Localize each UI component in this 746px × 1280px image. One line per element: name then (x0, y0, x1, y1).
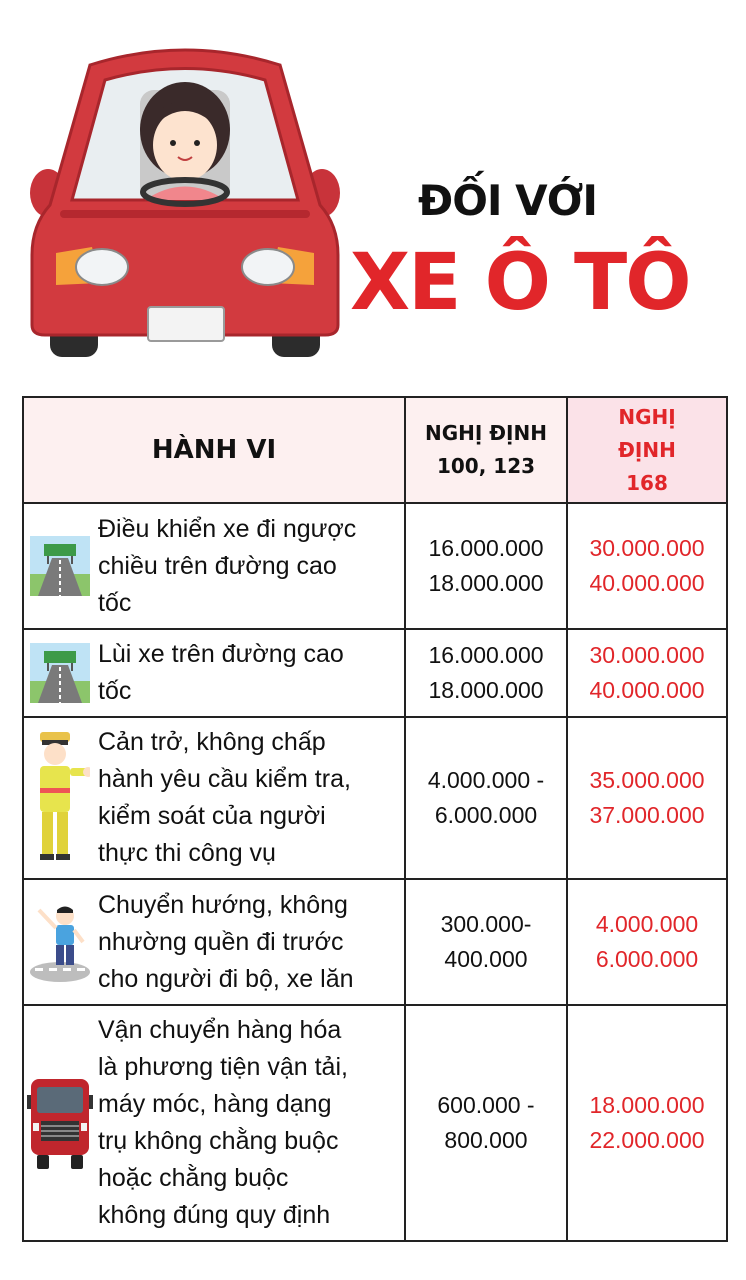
old-fine-line: 16.000.000 (428, 642, 544, 668)
new-fine-line: 40.000.000 (589, 570, 705, 596)
header-new-line2: ĐỊNH (618, 437, 676, 462)
behavior-line: nhường quền đi trước (98, 927, 344, 956)
old-fine-line: 6.000.000 (434, 802, 538, 828)
new-fine-line: 18.000.000 (589, 1092, 705, 1118)
car-illustration (20, 35, 350, 365)
behavior-line: tốc (98, 677, 132, 705)
behavior-cell (23, 1005, 405, 1241)
header-old-decree (405, 397, 567, 503)
new-fine-cell (567, 503, 727, 629)
new-fine-line: 30.000.000 (589, 642, 705, 668)
title-line-2: XE Ô TÔ (350, 238, 690, 328)
behavior-line: hành yêu cầu kiểm tra, (98, 765, 351, 793)
table-row (23, 1005, 727, 1241)
old-fine-line: 800.000 (444, 1127, 528, 1153)
behavior-line: Lùi xe trên đường cao (98, 640, 344, 668)
truck-icon (24, 1075, 96, 1171)
behavior-line: thực thi công vụ (98, 839, 276, 867)
table-row (23, 717, 727, 879)
highway-icon (24, 536, 96, 596)
table-row (23, 629, 727, 717)
behavior-line: Chuyển hướng, không (98, 890, 348, 919)
old-fine-line: 300.000- (440, 911, 532, 937)
behavior-line: tốc (98, 588, 132, 617)
old-fine-cell (405, 503, 567, 629)
behavior-line: máy móc, hàng dạng (98, 1090, 332, 1118)
behavior-line: chiều trên đường cao (98, 551, 337, 580)
old-fine-line: 18.000.000 (428, 570, 544, 596)
fines-table (22, 396, 728, 1242)
old-fine-line: 18.000.000 (428, 677, 544, 703)
old-fine-line: 400.000 (444, 946, 528, 972)
pedestrian-crossing-icon (24, 900, 96, 984)
new-fine-cell (567, 629, 727, 717)
behavior-line: hoặc chằng buộc (98, 1164, 289, 1192)
new-fine-line: 35.000.000 (589, 767, 705, 793)
header-new-line1: NGHỊ (618, 404, 676, 429)
traffic-police-icon (24, 728, 96, 868)
new-fine-line: 22.000.000 (589, 1127, 705, 1153)
behavior-line: kiểm soát của người (98, 802, 326, 830)
old-fine-cell (405, 717, 567, 879)
behavior-line: là phương tiện vận tải, (98, 1053, 348, 1081)
behavior-line: trụ không chằng buộc (98, 1127, 339, 1155)
new-fine-line: 30.000.000 (589, 535, 705, 561)
behavior-cell (23, 503, 405, 629)
behavior-cell (23, 879, 405, 1005)
table-row (23, 503, 727, 629)
old-fine-cell (405, 629, 567, 717)
header (0, 0, 746, 390)
old-fine-cell (405, 879, 567, 1005)
header-new-decree (567, 397, 727, 503)
old-fine-line: 600.000 - (437, 1092, 535, 1118)
table-row (23, 879, 727, 1005)
behavior-cell (23, 717, 405, 879)
behavior-line: Vận chuyển hàng hóa (98, 1016, 342, 1044)
behavior-line: Cản trở, không chấp (98, 728, 326, 756)
new-fine-line: 40.000.000 (589, 677, 705, 703)
old-fine-line: 4.000.000 - (427, 767, 545, 793)
new-fine-line: 4.000.000 (595, 911, 699, 937)
new-fine-cell (567, 879, 727, 1005)
new-fine-line: 6.000.000 (595, 946, 699, 972)
table-header-row (23, 397, 727, 503)
highway-icon (24, 643, 96, 703)
old-fine-line: 16.000.000 (428, 535, 544, 561)
behavior-line: cho người đi bộ, xe lăn (98, 964, 354, 993)
old-fine-cell (405, 1005, 567, 1241)
header-behavior: HÀNH VI (23, 397, 405, 503)
new-fine-cell (567, 1005, 727, 1241)
header-new-line3: 168 (626, 470, 668, 495)
behavior-line: Điều khiển xe đi ngược (98, 514, 357, 543)
title-line-1: ĐỐI VỚI (418, 176, 597, 225)
behavior-line: không đúng quy định (98, 1201, 331, 1229)
header-old-line2: 100, 123 (436, 454, 536, 478)
new-fine-cell (567, 717, 727, 879)
new-fine-line: 37.000.000 (589, 802, 705, 828)
header-old-line1: NGHỊ ĐỊNH (425, 421, 547, 445)
behavior-cell (23, 629, 405, 717)
